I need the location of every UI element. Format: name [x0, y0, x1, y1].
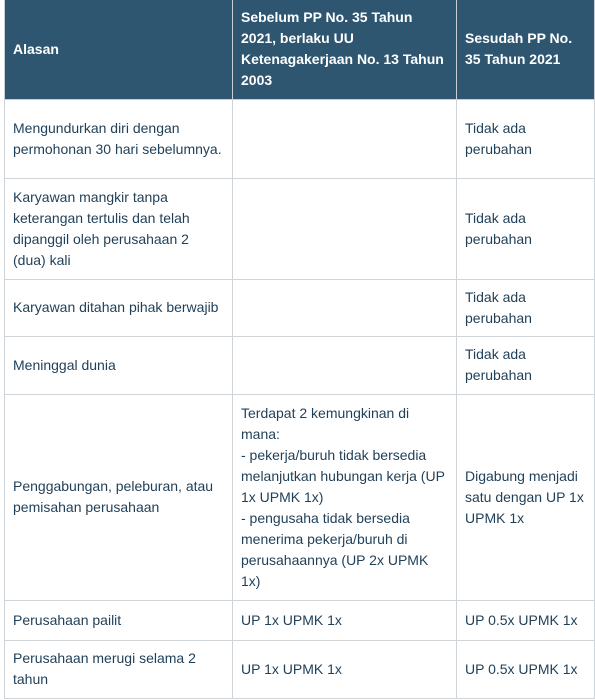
cell-alasan: Mengundurkan diri dengan permohonan 30 hari sebelumnya. [5, 99, 233, 178]
cell-sebelum: UP 1x UPMK 1x [233, 600, 457, 640]
table-row [5, 600, 595, 640]
table-row [5, 178, 595, 279]
cell-alasan: Karyawan mangkir tanpa keterangan tertulis dan telah dipanggil oleh perusahaan 2 (dua) kali [5, 178, 233, 279]
cell-sesudah: Tidak ada perubahan [457, 336, 595, 394]
cell-sebelum: Terdapat 2 kemungkinan di mana: - pekerja/buruh tidak bersedia melanjutkan hubungan kerja (UP 1x UPMK 1x) - pengusaha tidak bersedia menerima pekerja/buruh di perusahaannya (UP 2x UPMK 1x) [233, 394, 457, 600]
column-header-sebelum: Sebelum PP No. 35 Tahun 2021, berlaku UU Ketenagakerjaan No. 13 Tahun 2003 [233, 0, 457, 99]
cell-sebelum [233, 279, 457, 336]
cell-alasan: Penggabungan, peleburan, atau pemisahan perusahaan [5, 394, 233, 600]
cell-alasan: Perusahaan merugi selama 2 tahun [5, 640, 233, 698]
cell-sesudah: UP 0.5x UPMK 1x [457, 600, 595, 640]
cell-sebelum: UP 1x UPMK 1x [233, 640, 457, 698]
table-header-row [5, 0, 595, 99]
table-row [5, 99, 595, 178]
cell-alasan: Karyawan ditahan pihak berwajib [5, 279, 233, 336]
cell-alasan: Meninggal dunia [5, 336, 233, 394]
table-row [5, 394, 595, 600]
cell-alasan: Perusahaan pailit [5, 600, 233, 640]
cell-sesudah: Tidak ada perubahan [457, 279, 595, 336]
cell-sebelum [233, 336, 457, 394]
cell-sesudah: Tidak ada perubahan [457, 178, 595, 279]
table [4, 0, 595, 699]
column-header-sesudah: Sesudah PP No. 35 Tahun 2021 [457, 0, 595, 99]
column-header-alasan: Alasan [5, 0, 233, 99]
cell-sebelum [233, 99, 457, 178]
cell-sebelum [233, 178, 457, 279]
table-row [5, 640, 595, 698]
cell-sesudah: UP 0.5x UPMK 1x [457, 640, 595, 698]
table-row [5, 279, 595, 336]
table-row [5, 336, 595, 394]
cell-sesudah: Digabung menjadi satu dengan UP 1x UPMK 1x [457, 394, 595, 600]
cell-sesudah: Tidak ada perubahan [457, 99, 595, 178]
